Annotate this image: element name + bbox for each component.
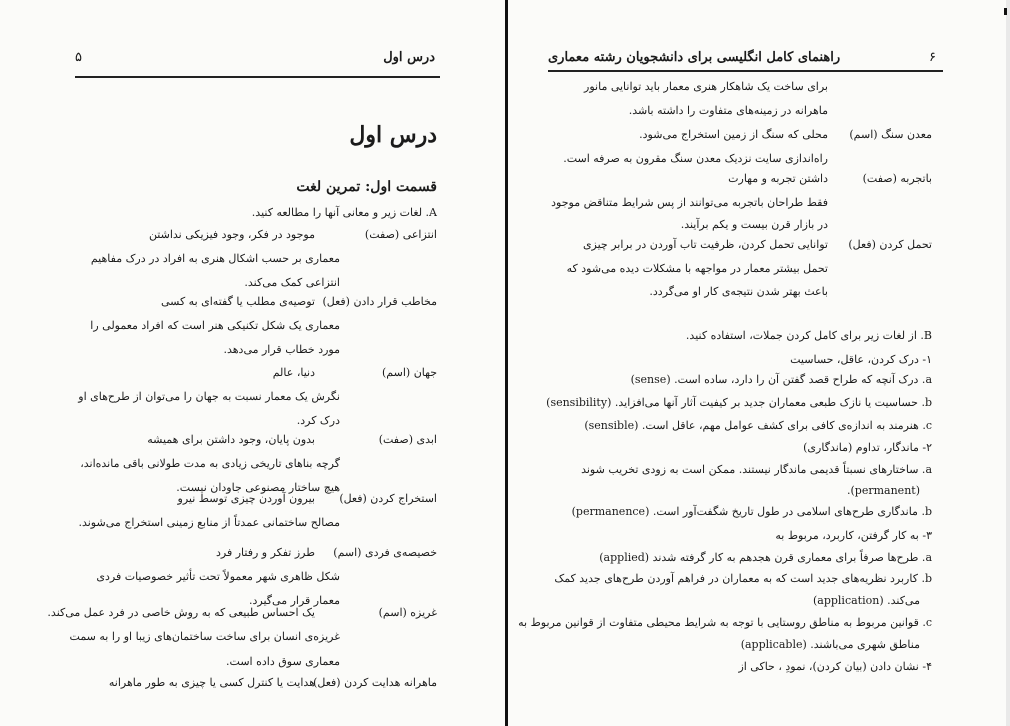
right-header-rule: [548, 70, 943, 72]
exercise-b-line: c. هنرمند به اندازه‌ی کافی برای کشف عوامل مهم، عاقل است. (sensible): [584, 419, 932, 432]
vocab-definition-line: راه‌اندازی سایت نزدیک معدن سنگ مقرون به صرفه است.: [563, 152, 828, 165]
vocab-definition-line: نگرش یک معمار نسبت به جهان را می‌توان از طرح‌های او: [78, 390, 340, 403]
vocab-definition-line: داشتن تجربه و مهارت: [728, 172, 828, 185]
right-page-header: [548, 44, 936, 72]
vocab-definition-line: توانایی تحمل کردن، ظرفیت تاب آوردن در برابر چیزی: [582, 238, 828, 251]
vocab-definition-line: غریزه‌ی انسان برای ساخت ساختمان‌های زیبا او را به سمت: [69, 630, 340, 643]
vocab-definition-line: هدایت یا کنترل کسی یا چیزی به طور ماهرانه: [108, 676, 315, 689]
vocab-definition-line: درک کرد.: [296, 414, 340, 427]
left-header-title: درس اول: [383, 50, 435, 65]
vocab-term: خصیصه‌ی فردی (اسم): [333, 546, 437, 559]
vocab-term: باتجربه (صفت): [862, 172, 932, 185]
vocab-definition-line: فقط طراحان باتجربه می‌توانند از پس شرایط متناقض موجود: [551, 196, 828, 209]
right-page: [508, 0, 1010, 726]
vocab-term: ماهرانه هدایت کردن (فعل): [313, 676, 437, 689]
vocab-term: مخاطب قرار دادن (فعل): [322, 295, 437, 308]
vocab-definition-line: ماهرانه در زمینه‌های متفاوت را داشته باشد.: [628, 104, 828, 117]
vocab-term: غریزه (اسم): [378, 606, 437, 619]
edge-mark: [1004, 8, 1007, 15]
exercise-b-line: B. از لغات زیر برای کامل کردن جملات، استفاده کنید.: [685, 329, 932, 342]
vocab-definition-line: معماری سوق داده است.: [226, 655, 340, 668]
vocab-term: تحمل کردن (فعل): [848, 238, 932, 251]
exercise-b-line: b. حساسیت یا نازک طبعی معماران جدید بر کیفیت آثار آنها می‌افزاید. (sensibility): [546, 396, 932, 409]
left-header-rule: [75, 76, 440, 78]
vocab-definition-line: در بازار قرن بیست و یکم برآیند.: [680, 218, 828, 231]
vocab-definition-line: بدون پایان، وجود داشتن برای همیشه: [147, 433, 315, 446]
exercise-b-line: b. کاربرد نظریه‌های جدید است که به معماران در فراهم آوردن طرح‌های جدید کمک: [554, 572, 932, 585]
vocab-definition-line: مصالح ساختمانی عمدتاً از منابع زمینی استخراج می‌شوند.: [78, 516, 340, 529]
vocab-definition-line: یک احساس طبیعی که به روش خاصی در فرد عمل می‌کند.: [47, 606, 315, 619]
vocab-definition-line: باعث بهتر شدن نتیجه‌ی کار او می‌گردد.: [649, 285, 828, 298]
vocab-definition-line: برای ساخت یک شاهکار هنری معمار باید توانایی مانور: [584, 80, 828, 93]
vocab-definition-line: گرچه بناهای تاریخی زیادی به مدت طولانی باقی مانده‌اند،: [80, 457, 340, 470]
right-header-title: راهنمای کامل انگلیسی برای دانشجویان رشته معماری: [548, 50, 841, 65]
vocab-term: استخراج کردن (فعل): [339, 492, 437, 505]
page-edge: [1006, 0, 1010, 726]
exercise-b-line: می‌کند. (application): [812, 594, 920, 607]
exercise-b-line: ۲- ماندگار، تداوم (ماندگاری): [803, 441, 932, 454]
vocab-definition-line: معماری بر حسب اشکال هنری به افراد در درک مفاهیم: [90, 252, 340, 265]
vocab-term: انتزاعی (صفت): [364, 228, 437, 241]
vocab-definition-line: دنیا، عالم: [272, 366, 315, 379]
vocab-definition-line: هیچ ساختار مصنوعی جاودان نیست.: [176, 481, 340, 494]
vocab-term: معدن سنگ (اسم): [849, 128, 932, 141]
vocab-term: جهان (اسم): [382, 366, 437, 379]
exercise-b-line: c. قوانین مربوط به مناطق روستایی با توجه به شرایط محیطی متفاوت از قوانین مربوط به: [518, 616, 932, 629]
vocab-term: ابدی (صفت): [378, 433, 437, 446]
exercise-b-line: a. ساختارهای نسبتاً قدیمی ماندگار نیستند. ممکن است به زودی تخریب شوند: [581, 463, 932, 476]
left-page-number: ۵: [75, 50, 82, 65]
exercise-b-line: (permanent).: [847, 484, 920, 497]
exercise-b-line: ۱- درک کردن، عاقل، حساسیت: [790, 353, 932, 366]
vocab-definition-line: تحمل بیشتر معمار در مواجهه با مشکلات دیده می‌شود که: [566, 262, 828, 275]
vocab-definition-line: معمار قرار می‌گیرد.: [249, 594, 340, 607]
section-title: قسمت اول: تمرین لغت: [296, 179, 437, 195]
left-page-header: [75, 44, 435, 72]
instruction-a: A. لغات زیر و معانی آنها را مطالعه کنید.: [251, 206, 437, 219]
vocab-definition-line: توصیه‌ی مطلب یا گفته‌ای به کسی: [160, 295, 315, 308]
exercise-b-line: مناطق شهری می‌باشند. (applicable): [740, 638, 920, 651]
lesson-title: درس اول: [349, 122, 437, 148]
exercise-b-line: ۳- به کار گرفتن، کاربرد، مربوط به: [775, 529, 932, 542]
exercise-b-line: ۴- نشان دادن (بیان کردن)، نمودِ ، حاکی از: [738, 660, 932, 673]
vocab-definition-line: طرز تفکر و رفتار فرد: [216, 546, 315, 559]
vocab-definition-line: انتزاعی کمک می‌کند.: [244, 276, 340, 289]
exercise-b-line: a. درک آنچه که طراح قصد گفتن آن را دارد، ساده است. (sense): [630, 373, 932, 386]
vocab-definition-line: مورد خطاب قرار می‌دهد.: [223, 343, 340, 356]
right-page-number: ۶: [929, 50, 936, 65]
exercise-b-line: a. طرح‌ها صرفاً برای معماری قرن هجدهم به کار گرفته شدند (applied): [599, 551, 932, 564]
vocab-definition-line: موجود در فکر، وجود فیزیکی نداشتن: [148, 228, 315, 241]
vocab-definition-line: محلی که سنگ از زمین استخراج می‌شود.: [639, 128, 828, 141]
vocab-definition-line: بیرون آوردن چیزی توسط نیرو: [177, 492, 315, 505]
exercise-b-line: b. ماندگاری طرح‌های اسلامی در طول تاریخ شگفت‌آور است. (permanence): [571, 505, 932, 518]
vocab-definition-line: شکل ظاهری شهر معمولاً تحت تأثیر خصوصیات فردی: [96, 570, 340, 583]
vocab-definition-line: معماری یک شکل تکنیکی هنر است که افراد معمولی را: [90, 319, 340, 332]
